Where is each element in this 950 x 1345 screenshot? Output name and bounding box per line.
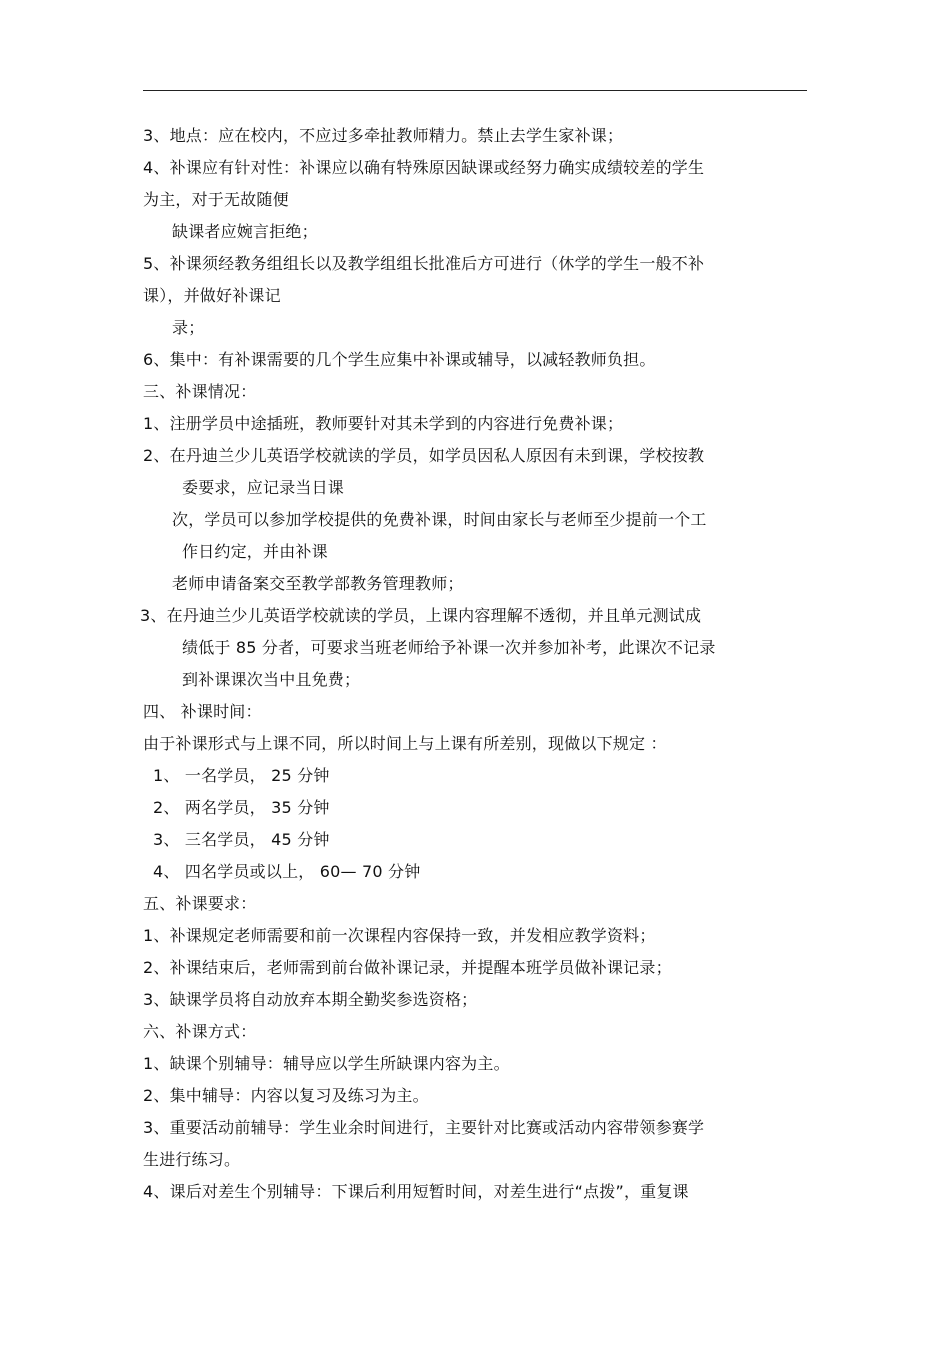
text-line: 生进行练习。 [143, 1150, 241, 1169]
text-line: 1、注册学员中途插班，教师要针对其未学到的内容进行免费补课； [143, 414, 624, 433]
section-heading: 五、补课要求： [143, 894, 257, 913]
text-line: 2、在丹迪兰少儿英语学校就读的学员，如学员因私人原因有未到课，学校按教 [143, 446, 705, 465]
text-line: 2、补课结束后，老师需到前台做补课记录，并提醒本班学员做补课记录； [143, 958, 672, 977]
section-heading: 四、 补课时间： [143, 702, 262, 721]
list-item: 4、 四名学员或以上， 60— 70 分钟 [153, 862, 421, 881]
text-line: 3、缺课学员将自动放弃本期全勤奖参选资格； [143, 990, 478, 1009]
list-item: 3、 三名学员， 45 分钟 [153, 830, 330, 849]
text-line: 6、集中：有补课需要的几个学生应集中补课或辅导，以减轻教师负担。 [143, 350, 656, 369]
text-line: 3、重要活动前辅导：学生业余时间进行，主要针对比赛或活动内容带领参赛学 [143, 1118, 705, 1137]
section-heading: 六、补课方式： [143, 1022, 257, 1041]
text-line: 缺课者应婉言拒绝； [172, 222, 318, 241]
text-line: 委要求，应记录当日课 [182, 478, 345, 497]
text-line: 4、课后对差生个别辅导：下课后利用短暂时间，对差生进行“点拨”，重复课 [143, 1182, 689, 1201]
text-line: 老师申请备案交至教学部教务管理教师； [172, 574, 464, 593]
text-line: 由于补课形式与上课不同，所以时间上与上课有所差别，现做以下规定 ： [143, 734, 667, 753]
text-line: 绩低于 85 分者，可要求当班老师给予补课一次并参加补考，此课次不记录 [182, 638, 716, 657]
list-item: 2、 两名学员， 35 分钟 [153, 798, 330, 817]
text-line: 5、补课须经教务组组长以及教学组组长批准后方可进行（休学的学生一般不补 [143, 254, 705, 273]
text-line: 到补课课次当中且免费； [182, 670, 361, 689]
section-heading: 三、补课情况： [143, 382, 257, 401]
text-line: 为主，对于无故随便 [143, 190, 289, 209]
text-line: 录； [172, 318, 205, 337]
text-line: 3、地点：应在校内，不应过多牵扯教师精力。禁止去学生家补课； [143, 126, 624, 145]
text-line: 课），并做好补课记 [143, 286, 281, 305]
list-item: 1、 一名学员， 25 分钟 [153, 766, 330, 785]
text-line: 1、缺课个别辅导：辅导应以学生所缺课内容为主。 [143, 1054, 510, 1073]
text-line: 3、在丹迪兰少儿英语学校就读的学员，上课内容理解不透彻，并且单元测试成 [140, 606, 702, 625]
text-line: 作日约定，并由补课 [182, 542, 328, 561]
text-line: 2、集中辅导：内容以复习及练习为主。 [143, 1086, 429, 1105]
text-line: 1、补课规定老师需要和前一次课程内容保持一致，并发相应教学资料； [143, 926, 656, 945]
text-line: 次，学员可以参加学校提供的免费补课，时间由家长与老师至少提前一个工 [172, 510, 707, 529]
header-rule [143, 90, 807, 91]
text-line: 4、补课应有针对性：补课应以确有特殊原因缺课或经努力确实成绩较差的学生 [143, 158, 705, 177]
